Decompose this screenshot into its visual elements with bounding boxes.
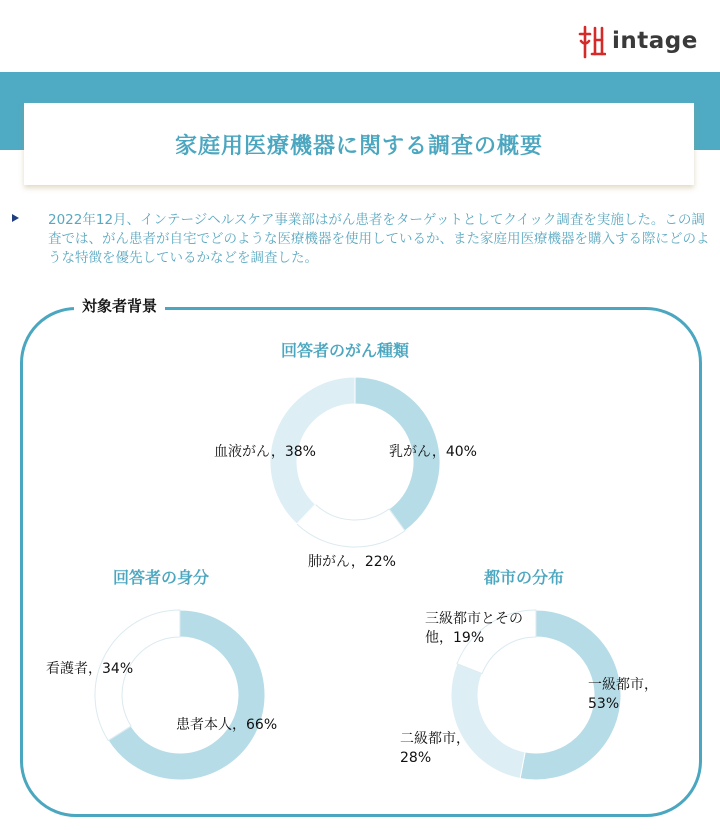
label-tier3-city-pct: 他，19% bbox=[425, 630, 485, 646]
panel-label: 対象者背景 bbox=[74, 295, 165, 316]
intage-logo bbox=[578, 24, 698, 60]
label-tier3-city bbox=[425, 610, 523, 648]
bullet-icon bbox=[12, 214, 19, 222]
label-tier1-city bbox=[588, 676, 658, 714]
chart-title-respondent-role: 回答者の身分 bbox=[113, 568, 210, 587]
label-tier2-city-pct: 28% bbox=[400, 750, 432, 766]
title-box bbox=[24, 103, 694, 185]
label-caregiver: 看護者，34% bbox=[46, 661, 134, 677]
page-title: 家庭用医療機器に関する調査の概要 bbox=[174, 133, 543, 159]
label-breast-cancer: 乳がん，40% bbox=[389, 444, 477, 460]
label-lung-cancer: 肺がん，22% bbox=[308, 554, 396, 570]
label-tier3-city-name: 三級都市とその bbox=[425, 611, 523, 627]
summary-text: 2022年12月、インテージヘルスケア事業部はがん患者をターゲットとしてクイック調査を実施した。この調査では、がん患者が自宅でどのような医療機器を使用しているか、また家庭用医療機器を購入する際にどのような特徴を優先しているかなどを調査した。 bbox=[48, 212, 710, 266]
label-tier2-city-name: 二級都市， bbox=[400, 731, 470, 747]
label-tier1-city-name: 一級都市， bbox=[588, 677, 658, 693]
chart-title-cancer-type: 回答者のがん種類 bbox=[281, 341, 410, 360]
chart-title-city-distribution: 都市の分布 bbox=[484, 568, 565, 587]
slice-lung bbox=[297, 504, 405, 547]
label-blood-cancer: 血液がん，38% bbox=[214, 444, 316, 460]
intage-logo-mark-icon bbox=[578, 24, 606, 60]
label-tier1-city-pct: 53% bbox=[588, 696, 620, 712]
label-patient: 患者本人，66% bbox=[176, 717, 278, 733]
respondent-role-donut bbox=[80, 600, 280, 780]
label-tier2-city bbox=[400, 730, 470, 768]
logo-text: intage bbox=[612, 28, 698, 54]
